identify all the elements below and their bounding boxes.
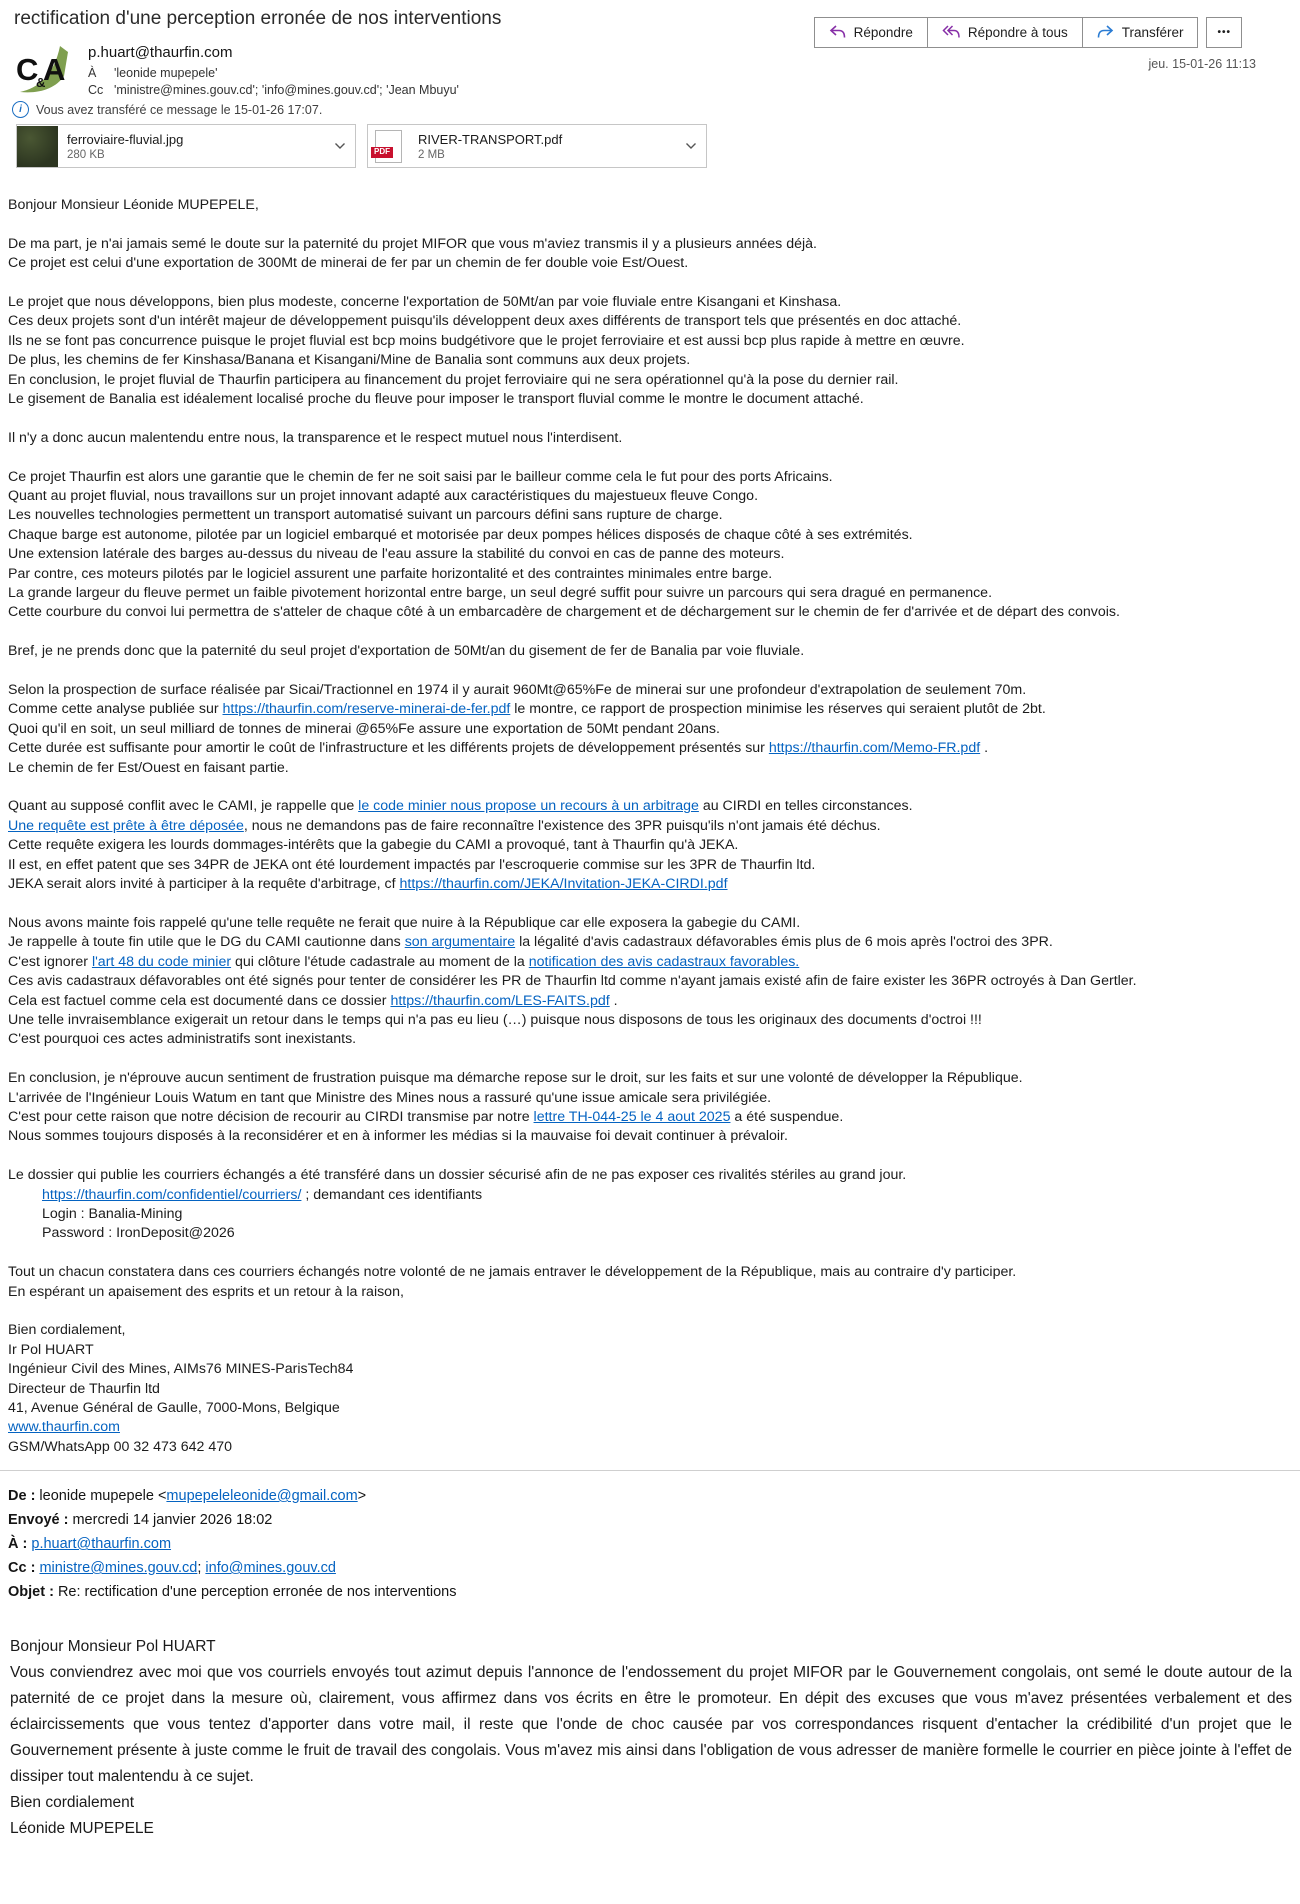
text-segment: Bref, je ne prends donc que la paternité du seul projet d'exportation de 50Mt/an du gisement de fer de Banalia par voie fluviale.	[8, 643, 805, 660]
text-segment: Quant au supposé conflit avec le CAMI, je rappelle que	[8, 798, 359, 815]
body-paragraph	[8, 681, 1298, 778]
forwarded-info-banner	[12, 101, 322, 118]
attachment-size: 2 MB	[418, 148, 445, 161]
reply-all-button[interactable]	[927, 17, 1083, 48]
text-segment: En conclusion, le projet fluvial de Thaurfin participera au financement du projet ferroviaire qui ne sera opérationnel qu'à la pose du dernier rail.	[8, 371, 899, 388]
hyperlink[interactable]: l'art 48 du code minier	[91, 953, 232, 970]
text-segment: Ingénieur Civil des Mines, AIMs76 MINES-ParisTech84	[8, 1361, 354, 1378]
body-paragraph	[8, 1166, 1298, 1244]
attachment-dropdown-chevron-icon[interactable]	[676, 126, 706, 167]
text-segment: Cette courbure du convoi lui permettra de s'atteler de chaque côté à un embarcadère de chargement et de déchargement sur le chemin de fer d'arrivée et de départ des convois.	[8, 604, 1120, 621]
to-line	[88, 66, 459, 80]
body-line	[8, 332, 1298, 351]
body-line	[8, 720, 1298, 739]
body-line	[8, 487, 1298, 506]
text-segment: Le chemin de fer Est/Ouest en faisant partie.	[8, 759, 289, 776]
body-line	[8, 856, 1298, 875]
to-recipients[interactable]: 'leonide mupepele'	[114, 66, 218, 80]
svg-text:A: A	[43, 52, 66, 87]
body-line	[8, 700, 1298, 719]
message-body	[8, 196, 1298, 1457]
attachment-image-thumbnail	[17, 126, 58, 167]
text-segment: Cette requête exigera les lourds dommages-intérêts que la gabegie du CAMI a provoqué, tant à Thaurfin qu'à JEKA.	[8, 837, 739, 854]
info-icon: i	[12, 101, 29, 118]
message-toolbar	[814, 17, 1242, 48]
body-line	[8, 759, 1298, 778]
text-segment: ;	[197, 1560, 206, 1576]
forward-icon	[1097, 25, 1114, 41]
text-segment: GSM/WhatsApp 00 32 473 642 470	[8, 1438, 232, 1455]
reply-button[interactable]	[814, 17, 928, 48]
body-line	[8, 312, 1298, 331]
text-segment: Ce projet Thaurfin est alors une garantie que le chemin de fer ne soit saisi par le bailleur comme cela le fut pour des ports Africains.	[8, 468, 833, 485]
cc-line	[88, 83, 459, 97]
text-segment: Selon la prospection de surface réalisée par Sicai/Tractionnel en 1974 il y aurait 960Mt@65%Fe de minerai sur une profondeur d'extrapolation de seulement 70m.	[8, 682, 1027, 699]
quoted-header-label: À :	[8, 1536, 28, 1552]
body-line	[8, 468, 1298, 487]
attachments-row	[16, 124, 707, 168]
body-paragraph	[8, 1263, 1298, 1302]
text-segment: Quant au projet fluvial, nous travaillons sur un projet innovant adapté aux caractéristiques du majestueux fleuve Congo.	[8, 488, 759, 505]
text-segment: Ce projet est celui d'une exportation de 300Mt de minerai de fer par un chemin de fer double voie Est/Ouest.	[8, 255, 689, 272]
attachment-size: 280 KB	[67, 148, 105, 161]
pdf-badge: PDF	[371, 147, 393, 158]
text-segment: Ir Pol HUART	[8, 1341, 94, 1358]
text-segment: qui clôture l'étude cadastrale au moment de la	[231, 953, 529, 970]
body-line	[8, 1166, 1298, 1185]
quoted-greeting: Bonjour Monsieur Pol HUART	[10, 1638, 216, 1655]
body-line	[8, 1089, 1298, 1108]
body-paragraph	[8, 1321, 1298, 1457]
body-line	[8, 235, 1298, 254]
body-line	[8, 875, 1298, 894]
text-segment: Re: rectification d'une perception erronée de nos interventions	[53, 1584, 457, 1600]
text-segment: Le gisement de Banalia est idéalement localisé proche du fleuve pour imposer le transport fluvial comme le montre le document attaché.	[8, 391, 864, 408]
text-segment: >	[357, 1488, 367, 1504]
reply-icon	[829, 25, 846, 41]
body-line	[8, 933, 1298, 952]
hyperlink[interactable]: ministre@mines.gouv.cd	[39, 1560, 198, 1576]
info-text: Vous avez transféré ce message le 15-01-26 17:07.	[36, 102, 323, 117]
forward-button[interactable]	[1082, 17, 1199, 48]
hyperlink[interactable]: le code minier nous propose un recours à un arbitrage	[358, 798, 699, 815]
body-line	[8, 1341, 1298, 1360]
text-segment: La grande largeur du fleuve permet un faible pivotement horizontal entre barge, un seul degré suffit pour suivre un parcours qui sera dragué en permanence.	[8, 585, 993, 602]
text-segment: Nous sommes toujours disposés à la reconsidérer et en à informer les médias si la mauvaise foi devait continuer à prévaloir.	[8, 1128, 788, 1145]
hyperlink[interactable]: www.thaurfin.com	[8, 1419, 120, 1436]
text-segment: Quoi qu'il en soit, un seul milliard de tonnes de minerai @65%Fe assure une exportation de 50Mt pendant 20ans.	[8, 720, 720, 737]
quoted-header-line	[8, 1484, 457, 1508]
reply-all-label: Répondre à tous	[967, 25, 1068, 40]
message-date: jeu. 15-01-26 11:13	[1148, 57, 1256, 71]
text-segment: , nous ne demandons pas de faire reconnaître l'existence des 3PR puisqu'ils n'ont jamais été déchus.	[243, 817, 881, 834]
quoted-header-label: Cc :	[8, 1560, 36, 1576]
body-line	[8, 1321, 1298, 1340]
hyperlink[interactable]: son argumentaire	[404, 934, 516, 951]
to-label: À	[88, 66, 97, 80]
text-segment: 41, Avenue Général de Gaulle, 7000-Mons, Belgique	[8, 1400, 340, 1416]
text-segment: Cela est factuel comme cela est documenté dans ce dossier	[8, 992, 391, 1009]
quoted-header-line	[8, 1580, 457, 1604]
body-line	[8, 972, 1298, 991]
text-segment: Directeur de Thaurfin ltd	[8, 1380, 160, 1397]
cc-recipients[interactable]: 'ministre@mines.gouv.cd'; 'info@mines.gouv.cd'; 'Jean Mbuyu'	[114, 83, 459, 97]
text-segment: .	[980, 740, 989, 757]
text-segment: C'est pour cette raison que notre décision de recourir au CIRDI transmise par notre	[8, 1108, 534, 1125]
body-line	[8, 1399, 1298, 1418]
text-segment: De plus, les chemins de fer Kinshasa/Banana et Kisangani/Mine de Banalia sont communs aux deux projets.	[8, 352, 691, 369]
text-segment: C'est ignorer	[8, 953, 92, 970]
hyperlink[interactable]: https://thaurfin.com/confidentiel/courriers/	[42, 1186, 302, 1203]
text-segment: Ils ne se font pas concurrence puisque le projet fluvial est bcp moins budgétivore que le projet ferroviaire et est aussi bcp plus rapide à mettre en œuvre.	[8, 332, 965, 349]
text-segment: Ces avis cadastraux défavorables ont été signés pour tenter de considérer les PR de Thaurfin ltd comme n'ayant jamais existé afin de faire exister les 36PR octroyés à Dan Gertler.	[8, 973, 1137, 990]
body-paragraph	[8, 797, 1298, 894]
text-segment: Par contre, ces moteurs pilotés par le logiciel assurent une parfaite horizontalité et des contraintes minimales entre barge.	[8, 565, 773, 582]
text-segment: Il n'y a donc aucun malentendu entre nous, la transparence et le respect mutuel nous l'interdisent.	[8, 429, 623, 446]
quoted-header-label: Objet :	[8, 1584, 54, 1600]
body-paragraph	[8, 196, 1298, 215]
quoted-header-line	[8, 1556, 457, 1580]
more-actions-button[interactable]	[1206, 17, 1242, 48]
body-line	[8, 836, 1298, 855]
text-segment: mercredi 14 janvier 2026 18:02	[68, 1512, 273, 1528]
body-line	[8, 1011, 1298, 1030]
text-segment: En conclusion, je n'éprouve aucun sentiment de frustration puisque ma démarche repose sur le droit, sur les faits et sur une volonté de développer la République.	[8, 1070, 1023, 1087]
body-line	[8, 1360, 1298, 1379]
hyperlink[interactable]: Une requête est prête à être déposée	[8, 817, 244, 834]
svg-text:&: &	[36, 75, 46, 90]
body-line	[8, 1069, 1298, 1088]
hyperlink[interactable]: https://thaurfin.com/reserve-minerai-de-fer.pdf	[222, 701, 511, 718]
hyperlink[interactable]: lettre TH-044-25 le 4 aout 2025	[533, 1108, 731, 1125]
quoted-message-body	[10, 1634, 1292, 1842]
reply-label: Répondre	[853, 25, 913, 40]
body-line	[8, 817, 1298, 836]
text-segment: a été suspendue.	[730, 1108, 844, 1125]
text-segment: au CIRDI en telles circonstances.	[698, 798, 913, 815]
body-line	[8, 506, 1298, 525]
body-line	[8, 565, 1298, 584]
attachment-card[interactable]	[16, 124, 356, 168]
forward-label: Transférer	[1121, 25, 1184, 40]
text-segment: Il est, en effet patent que ses 34PR de JEKA ont été lourdement impactés par l'escroquerie commise sur les 3PR de Thaurfin ltd.	[8, 856, 816, 873]
text-segment: ; demandant ces identifiants	[301, 1186, 483, 1203]
quoted-header-line	[8, 1508, 457, 1532]
quoted-header-line	[8, 1532, 457, 1556]
attachment-name: RIVER-TRANSPORT.pdf	[418, 131, 563, 147]
text-segment: Password : IronDeposit@2026	[42, 1225, 235, 1242]
text-segment: Bonjour Monsieur Léonide MUPEPELE,	[8, 197, 259, 213]
body-line	[8, 254, 1298, 273]
text-segment: Tout un chacun constatera dans ces courriers échangés notre volonté de ne jamais entraver le développement de la République, mais au contraire d'y participer.	[8, 1264, 1017, 1281]
hyperlink[interactable]: https://thaurfin.com/LES-FAITS.pdf	[390, 992, 610, 1009]
body-line	[8, 739, 1298, 758]
body-line	[8, 293, 1298, 312]
body-paragraph	[8, 429, 1298, 448]
body-line	[8, 603, 1298, 622]
body-line	[8, 681, 1298, 700]
body-line	[8, 1108, 1298, 1127]
sender-email[interactable]: p.huart@thaurfin.com	[88, 44, 233, 61]
reply-all-icon	[942, 25, 960, 41]
text-segment: Bien cordialement,	[8, 1322, 126, 1339]
quoted-paragraph: Vous conviendrez avec moi que vos courriels envoyés tout azimut depuis l'annonce de l'endossement du projet MIFOR par le Gouvernement congolais, ont semé le doute autour de la paternité de ce projet dans la mesure où, clairement, vous affirmez dans vos écrits en être le promoteur. En dépit des excuses que vous m'avez présentées verbalement et des éclaircissements que vous tentez d'apporter dans votre mail, il reste que l'onde de choc causée par vos correspondances risquent d'entacher la crédibilité d'un projet que le Gouvernement présente à juste comme le fruit de travail des congolais. Vous m'avez mis ainsi dans l'obligation de vous adresser de manière formelle le courrier en pièce jointe à l'effet de dissiper tout malentendu à ce sujet.	[10, 1664, 1292, 1785]
ellipsis-icon: •••	[1217, 27, 1231, 38]
text-segment: Ces deux projets sont d'un intérêt majeur de développement puisqu'ils développent deux axes différents de transport tels que présentés en doc attaché.	[8, 313, 962, 330]
body-line	[8, 390, 1298, 409]
text-segment: Une telle invraisemblance exigerait un retour dans le temps qui n'a pas eu lieu (…) puisque nous disposons de tous les originaux des documents d'octroi !!!	[8, 1011, 982, 1028]
text-segment: En espérant un apaisement des esprits et un retour à la raison,	[8, 1283, 404, 1300]
body-paragraph	[8, 235, 1298, 274]
text-segment: De ma part, je n'ai jamais semé le doute sur la paternité du projet MIFOR que vous m'aviez transmis il y a plusieurs années déjà.	[8, 235, 817, 252]
body-line	[8, 429, 1298, 448]
text-segment: Login : Banalia-Mining	[42, 1205, 183, 1222]
sender-avatar	[14, 42, 68, 96]
body-line	[8, 526, 1298, 545]
text-segment: Je rappelle à toute fin utile que le DG du CAMI cautionne dans	[8, 934, 405, 951]
email-subject: rectification d'une perception erronée de nos interventions	[14, 8, 502, 29]
body-line	[8, 914, 1298, 933]
quoted-header-label: De :	[8, 1488, 36, 1504]
text-segment: Une extension latérale des barges au-dessus du niveau de l'eau assure la stabilité du convoi en cas de panne des moteurs.	[8, 546, 785, 563]
body-line	[8, 545, 1298, 564]
attachment-dropdown-chevron-icon[interactable]	[325, 126, 355, 167]
quoted-message-divider	[0, 1470, 1300, 1471]
quoted-header-label: Envoyé :	[8, 1512, 69, 1528]
hyperlink[interactable]: info@mines.gouv.cd	[205, 1560, 336, 1576]
quoted-message-header	[8, 1484, 457, 1604]
body-line	[8, 1127, 1298, 1146]
body-line	[8, 1418, 1298, 1437]
recipient-block	[88, 44, 459, 100]
text-segment: Les nouvelles technologies permettent un transport automatisé suivant un parcours défini sans rupture de charge.	[8, 507, 723, 524]
text-segment: JEKA serait alors invité à participer à la requête d'arbitrage, cf	[8, 876, 400, 893]
text-segment: Cette durée est suffisante pour amortir le coût de l'infrastructure et les différents projets de développement présentés sur	[8, 740, 769, 757]
text-segment: Comme cette analyse publiée sur	[8, 701, 223, 718]
body-line	[8, 351, 1298, 370]
body-paragraph	[8, 914, 1298, 1050]
hyperlink[interactable]: notification des avis cadastraux favorables.	[528, 953, 800, 970]
body-line	[8, 1186, 1298, 1205]
attachment-name: ferroviaire-fluvial.jpg	[67, 131, 184, 147]
body-line	[8, 797, 1298, 816]
text-segment: Le projet que nous développons, bien plus modeste, concerne l'exportation de 50Mt/an par voie fluviale entre Kisangani et Kinshasa.	[8, 294, 842, 310]
body-line	[8, 196, 1298, 215]
body-line	[8, 1263, 1298, 1282]
body-line	[8, 1205, 1298, 1224]
text-segment: Chaque barge est autonome, pilotée par un logiciel embarqué et motorisée par deux pompes hélices disposés de chaque côté à ses extrémités.	[8, 526, 913, 543]
text-segment: Le dossier qui publie les courriers échangés a été transféré dans un dossier sécurisé afin de ne pas exposer ces rivalités stériles au grand jour.	[8, 1167, 907, 1184]
svg-text:C: C	[16, 52, 39, 87]
cc-label: Cc	[88, 83, 104, 97]
quoted-closing: Bien cordialement	[10, 1794, 135, 1811]
body-line	[8, 1224, 1298, 1243]
body-paragraph	[8, 642, 1298, 661]
hyperlink[interactable]: https://thaurfin.com/Memo-FR.pdf	[768, 740, 981, 757]
text-segment: Nous avons mainte fois rappelé qu'une telle requête ne ferait que nuire à la République car elle exposera la gabegie du CAMI.	[8, 914, 801, 931]
body-line	[8, 1438, 1298, 1457]
text-segment: L'arrivée de l'Ingénieur Louis Watum en tant que Ministre des Mines nous a rassuré qu'une issue amicale sera privilégiée.	[8, 1089, 772, 1106]
text-segment: .	[609, 992, 618, 1009]
text-segment: leonide mupepele <	[35, 1488, 167, 1504]
body-paragraph	[8, 293, 1298, 409]
text-segment: le montre, ce rapport de prospection minimise les réserves qui seraient plutôt de 2bt.	[510, 701, 1046, 718]
body-line	[8, 642, 1298, 661]
body-line	[8, 1283, 1298, 1302]
hyperlink[interactable]: https://thaurfin.com/JEKA/Invitation-JEKA-CIRDI.pdf	[399, 876, 728, 893]
body-line	[8, 1380, 1298, 1399]
quoted-signature: Léonide MUPEPELE	[10, 1820, 154, 1837]
body-paragraph	[8, 468, 1298, 623]
body-line	[8, 992, 1298, 1011]
hyperlink[interactable]: mupepeleleonide@gmail.com	[166, 1488, 358, 1504]
text-segment: la légalité d'avis cadastraux défavorables émis plus de 6 mois après l'octroi des 3PR.	[515, 934, 1053, 951]
body-line	[8, 584, 1298, 603]
pdf-file-icon	[375, 130, 402, 163]
attachment-card[interactable]	[367, 124, 707, 168]
hyperlink[interactable]: p.huart@thaurfin.com	[31, 1536, 172, 1552]
text-segment: C'est pourquoi ces actes administratifs sont inexistants.	[8, 1031, 357, 1048]
body-line	[8, 371, 1298, 390]
body-line	[8, 953, 1298, 972]
body-line	[8, 1030, 1298, 1049]
body-paragraph	[8, 1069, 1298, 1147]
